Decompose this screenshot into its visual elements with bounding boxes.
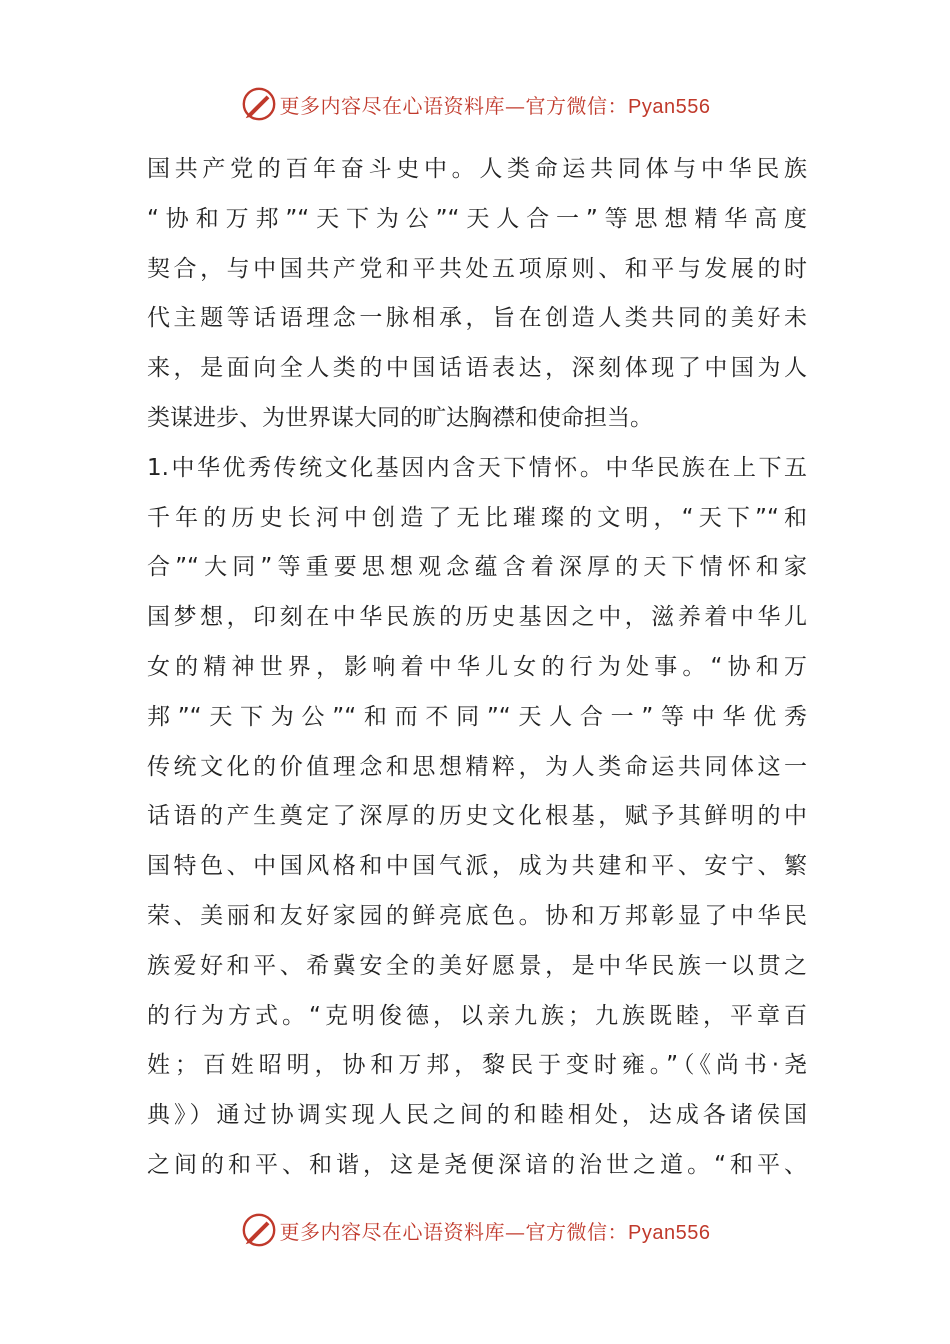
pen-logo-icon	[240, 85, 278, 123]
watermark-text: 更多内容尽在心语资料库—官方微信：	[279, 1219, 629, 1244]
body-line: 合”“大同”等重要思想观念蕴含着深厚的天下情怀和家	[147, 554, 807, 581]
body-line: 荣、美丽和友好家园的鲜亮底色。协和万邦彰显了中华民	[147, 902, 807, 929]
body-line: 国梦想，印刻在中华民族的历史基因之中，滋养着中华儿	[147, 604, 807, 631]
body-line: 邦”“天下为公”“和而不同”“天人合一”等中华优秀	[147, 703, 807, 730]
pen-logo-icon	[240, 1211, 278, 1249]
body-line: 典》）通过协调实现人民之间的和睦相处，达成各诸侯国	[147, 1102, 807, 1129]
body-line: 千年的历史长河中创造了无比璀璨的文明，“天下”“和	[147, 504, 807, 531]
wechat-id: Pyan556	[628, 95, 711, 118]
body-line: 契合，与中国共产党和平共处五项原则、和平与发展的时	[147, 255, 807, 282]
wechat-id: Pyan556	[628, 1221, 711, 1244]
body-line: 族爱好和平、希冀安全的美好愿景，是中华民族一以贯之	[147, 952, 807, 979]
document-body	[147, 145, 807, 1191]
body-line: 代主题等话语理念一脉相承，旨在创造人类共同的美好未	[147, 305, 807, 332]
body-line: 类谋进步、为世界谋大同的旷达胸襟和使命担当。	[147, 404, 653, 431]
watermark-footer	[0, 1208, 950, 1252]
watermark-text: 更多内容尽在心语资料库—官方微信：	[279, 93, 629, 118]
body-line: 姓；百姓昭明，协和万邦，黎民于变时雍。”（《尚书·尧	[147, 1052, 807, 1079]
body-line: 话语的产生奠定了深厚的历史文化根基，赋予其鲜明的中	[147, 803, 807, 830]
body-line: 的行为方式。“克明俊德，以亲九族；九族既睦，平章百	[147, 1002, 807, 1029]
body-line: “协和万邦”“天下为公”“天人合一”等思想精华高度	[147, 205, 807, 232]
body-line: 国特色、中国风格和中国气派，成为共建和平、安宁、繁	[147, 853, 807, 880]
body-line: 国共产党的百年奋斗史中。人类命运共同体与中华民族	[147, 156, 807, 182]
body-line: 女的精神世界，影响着中华儿女的行为处事。“协和万	[147, 653, 807, 680]
body-line: 来，是面向全人类的中国话语表达，深刻体现了中国为人	[147, 355, 807, 382]
body-line: 1.中华优秀传统文化基因内含天下情怀。中华民族在上下五	[147, 454, 807, 481]
watermark-header	[0, 82, 950, 126]
body-line: 之间的和平、和谐，这是尧便深谙的治世之道。“和平、	[147, 1151, 807, 1178]
body-line: 传统文化的价值理念和思想精粹，为人类命运共同体这一	[147, 753, 807, 780]
